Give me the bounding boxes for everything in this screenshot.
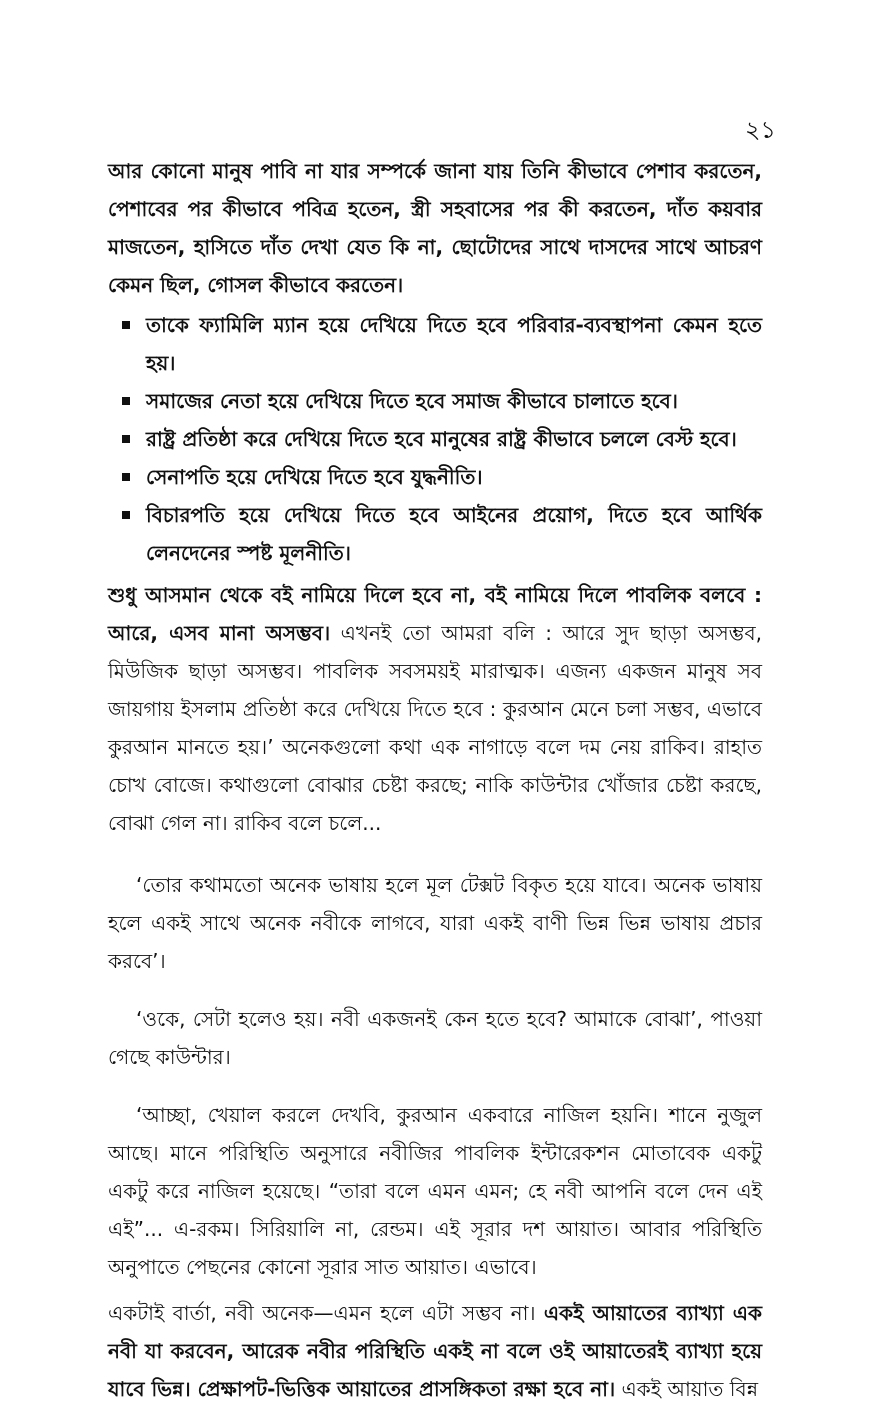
list-item bbox=[108, 306, 762, 382]
paragraph-5-start: একটাই বার্তা, নবী অনেক—এমন হলে এটা সম্ভব না। bbox=[108, 1301, 544, 1325]
list-item-text: তাকে ফ্যামিলি ম্যান হয়ে দেখিয়ে দিতে হবে পরিবার-ব্যবস্থাপনা কেমন হতে হয়। bbox=[146, 313, 762, 375]
paragraph-4: ‘আচ্ছা, খেয়াল করলে দেখবি, কুরআন একবারে নাজিল হয়নি। শানে নুজুল আছে। মানে পরিস্থিতি অনুসারে নবীজির পাবলিক ইন্টারেকশন মোতাবেক একটু একটু করে নাজিল হয়েছে। “তারা বলে এমন এমন; হে নবী আপনি বলে দেন এই এই”... এ-রকম। সিরিয়ালি না, রেন্ডম। এই সূরার দশ আয়াত। আবার পরিস্থিতি অনুপাতে পেছনের কোনো সূরার সাত আয়াত। এভাবে। bbox=[108, 1103, 762, 1279]
paragraph-2: ‘তোর কথামতো অনেক ভাষায় হলে মূল টেক্সট বিকৃত হয়ে যাবে। অনেক ভাষায় হলে একই সাথে অনেক নবীকে লাগবে, যারা একই বাণী ভিন্ন ভিন্ন ভাষায় প্রচার করবে’। bbox=[108, 873, 762, 973]
paragraph-5-end: একই আয়াত বিন্ন bbox=[615, 1377, 759, 1401]
bullet-list bbox=[108, 306, 762, 572]
list-item-text: বিচারপতি হয়ে দেখিয়ে দিতে হবে আইনের প্রয়োগ, দিতে হবে আর্থিক লেনদেনের স্পষ্ট মূলনীতি। bbox=[146, 503, 762, 565]
paragraph-1 bbox=[108, 576, 762, 842]
page-number: ২১ bbox=[744, 116, 776, 144]
square-bullet-icon bbox=[122, 473, 130, 481]
list-item bbox=[108, 420, 762, 458]
page-body bbox=[108, 152, 762, 1408]
square-bullet-icon bbox=[122, 511, 130, 519]
square-bullet-icon bbox=[122, 397, 130, 405]
square-bullet-icon bbox=[122, 321, 130, 329]
list-item bbox=[108, 496, 762, 572]
paragraph-1-text: এখনই তো আমরা বলি : আরে সুদ ছাড়া অসম্ভব, মিউজিক ছাড়া অসম্ভব। পাবলিক সবসময়ই মারাত্মক। এজন্য একজন মানুষ সব জায়গায় ইসলাম প্রতিষ্ঠা করে দেখিয়ে দিতে হবে : কুরআন মেনে চলা সম্ভব, এভাবে কুরআন মানতে হয়।’ অনেকগুলো কথা এক নাগাড়ে বলে দম নেয় রাকিব। রাহাত চোখ বোজে। কথাগুলো বোঝার চেষ্টা করছে; নাকি কাউন্টার খোঁজার চেষ্টা করছে, বোঝা গেল না। রাকিব বলে চলে... bbox=[108, 621, 762, 835]
paragraph-5 bbox=[108, 1294, 762, 1408]
square-bullet-icon bbox=[122, 435, 130, 443]
list-item bbox=[108, 382, 762, 420]
intro-paragraph: আর কোনো মানুষ পাবি না যার সম্পর্কে জানা যায় তিনি কীভাবে পেশাব করতেন, পেশাবের পর কীভাবে পবিত্র হতেন, স্ত্রী সহবাসের পর কী করতেন, দাঁত কয়বার মাজতেন, হাসিতে দাঁত দেখা যেত কি না, ছোটোদের সাথে দাসদের সাথে আচরণ কেমন ছিল, গোসল কীভাবে করতেন। bbox=[108, 159, 762, 297]
list-item-text: সেনাপতি হয়ে দেখিয়ে দিতে হবে যুদ্ধনীতি। bbox=[146, 465, 483, 489]
list-item bbox=[108, 458, 762, 496]
list-item-text: সমাজের নেতা হয়ে দেখিয়ে দিতে হবে সমাজ কীভাবে চালাতে হবে। bbox=[146, 389, 678, 413]
paragraph-1-bold: শুধু আসমান থেকে বই নামিয়ে দিলে হবে না, বই নামিয়ে দিলে পাবলিক বলবে : আরে, এসব মানা অসম্ভব। bbox=[108, 583, 762, 645]
paragraph-5-bold: একই আয়াতের ব্যাখ্যা এক নবী যা করবেন, আরেক নবীর পরিস্থিতি একই না বলে ওই আয়াতেরই ব্যাখ্যা হয়ে যাবে ভিন্ন। প্রেক্ষাপট-ভিত্তিক আয়াতের প্রাসঙ্গিকতা রক্ষা হবে না। bbox=[108, 1301, 762, 1401]
list-item-text: রাষ্ট্র প্রতিষ্ঠা করে দেখিয়ে দিতে হবে মানুষের রাষ্ট্র কীভাবে চললে বেস্ট হবে। bbox=[146, 427, 737, 451]
paragraph-3: ‘ওকে, সেটা হলেও হয়। নবী একজনই কেন হতে হবে? আমাকে বোঝা’, পাওয়া গেছে কাউন্টার। bbox=[108, 1007, 762, 1069]
